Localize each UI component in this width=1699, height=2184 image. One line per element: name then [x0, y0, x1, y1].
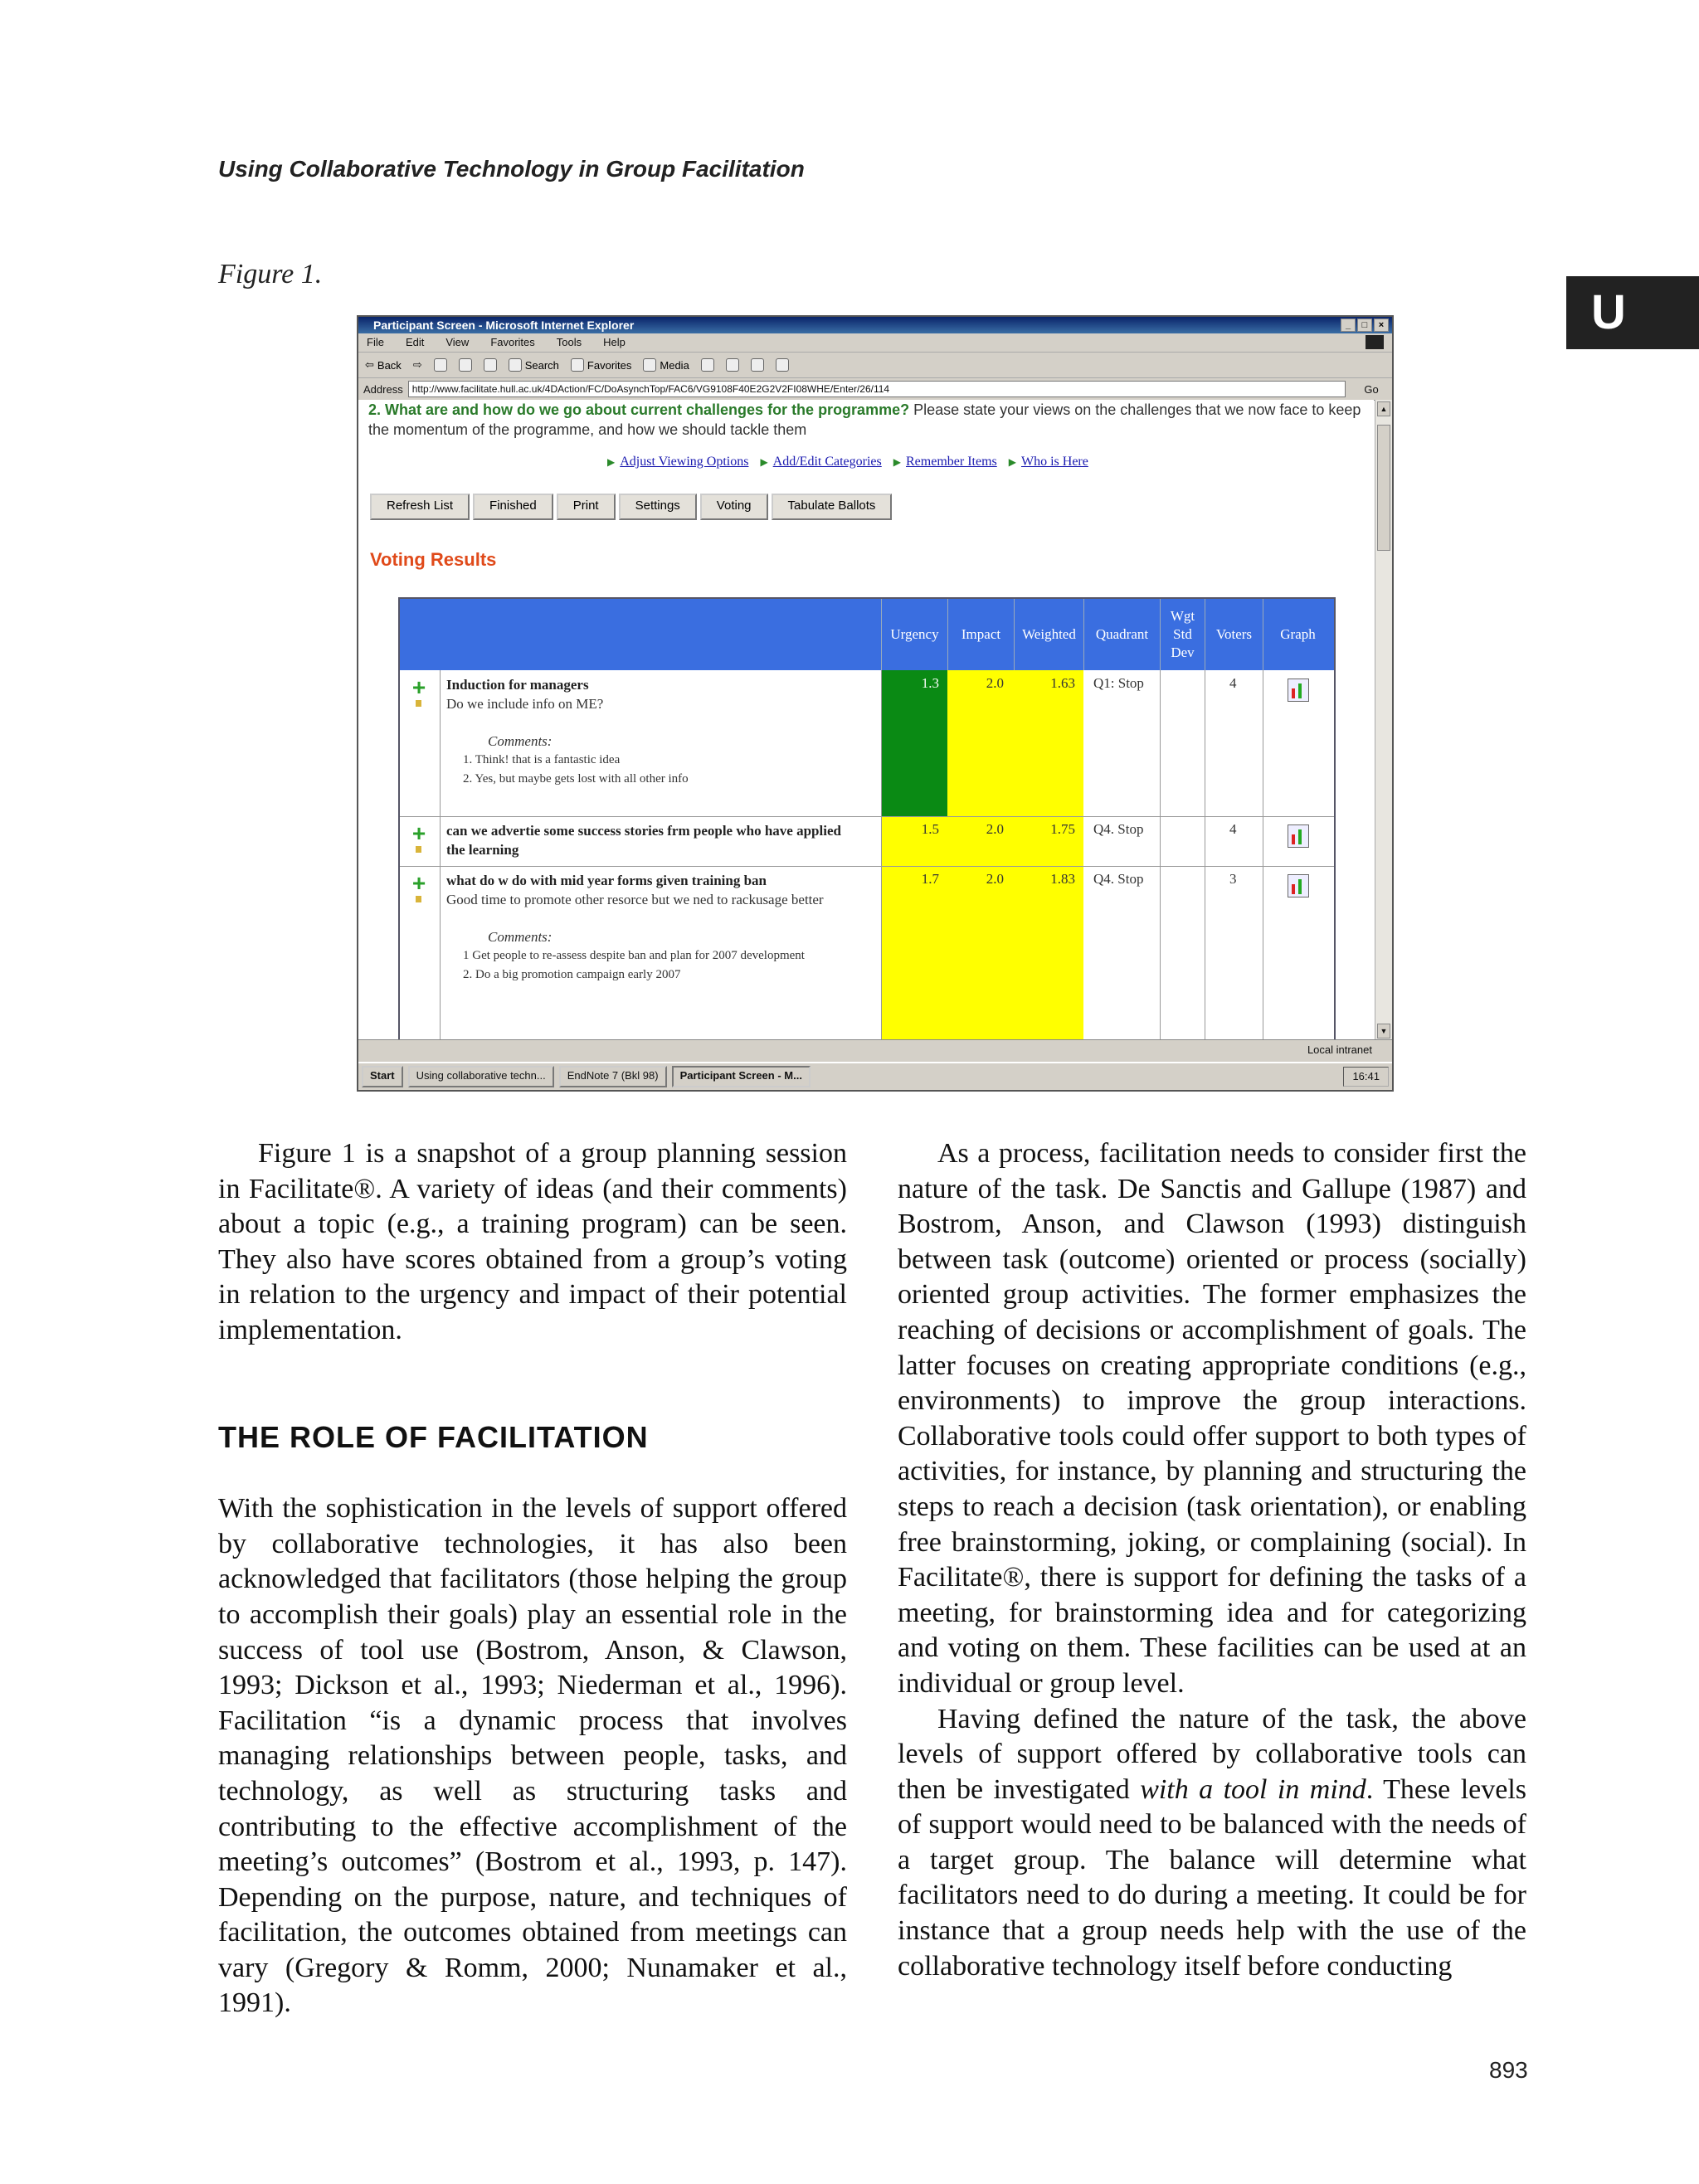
item-detail: Good time to promote other resorce but we ned to rackusage better — [446, 892, 824, 907]
urgency-cell-yellow — [881, 816, 947, 1047]
scroll-thumb[interactable] — [1377, 425, 1390, 551]
section-heading: THE ROLE OF FACILITATION — [218, 1419, 649, 1454]
search-button[interactable] — [509, 358, 559, 372]
taskbar-item[interactable]: EndNote 7 (Bkl 98) — [559, 1066, 667, 1087]
expand-item-icon[interactable]: + — [410, 679, 428, 697]
voting-results-title: Voting Results — [370, 549, 497, 570]
paragraph: Figure 1 is a snapshot of a group planning session in Facilitate®. A variety of ideas (and their comments) about a topic (e.g., a training program) can be seen. They also have scores obtained from a group’s voting in relation to the urgency and impact of their potential implementation. — [218, 1138, 847, 1345]
menu-tools[interactable]: Tools — [556, 336, 582, 348]
taskbar-item[interactable]: Using collaborative techn... — [408, 1066, 554, 1087]
urgency-value: 1.7 — [921, 871, 939, 887]
address-bar — [358, 378, 1392, 401]
voters-value: 3 — [1229, 871, 1237, 887]
impact-value: 2.0 — [986, 675, 1004, 691]
question-description: Please state your views on the challenges that we now face to keep the momentum of the programme, and how we should tackle them — [368, 401, 1361, 438]
media-button[interactable] — [643, 358, 689, 372]
right-column — [898, 1136, 1526, 1984]
comment-list — [446, 946, 878, 985]
quadrant-value: Q4. Stop — [1093, 821, 1144, 837]
question-text — [368, 400, 1364, 440]
row-divider — [400, 816, 1334, 817]
menu-view[interactable]: View — [445, 336, 470, 348]
media-label: Media — [660, 358, 689, 372]
expand-item-icon[interactable]: + — [410, 824, 428, 843]
impact-value: 2.0 — [986, 871, 1004, 887]
weighted-value: 1.63 — [1050, 675, 1075, 691]
start-button[interactable]: Start — [362, 1066, 403, 1087]
paragraph: As a process, facilitation needs to consider first the nature of the task. De Sanctis and Gallupe (1987) and Bostrom, Anson, and Clawson (1993) distinguish between task (outcome) oriented or process (socially) oriented group activities. The former emphasizes the reaching of decisions or accomplishment of goals. The latter focuses on creating appropriate conditions (e.g., environments) to improve the group interactions. Collaborative tools could offer support to both types of activities, for instance, by planning and structuring the steps to reach a decision (task orientation), or enabling free brainstorming, joking, or complaining (social). In Facilitate®, there is support for defining the tasks of a meeting, for brainstorming idea and for categorizing and voting on them. These facilities can be used at an individual or group level. — [898, 1138, 1526, 1699]
browser-toolbar — [358, 353, 1392, 378]
edit-icon[interactable] — [776, 358, 789, 372]
menu-edit[interactable]: Edit — [405, 336, 425, 348]
go-button[interactable]: Go — [1364, 382, 1379, 396]
col-divider — [1160, 670, 1161, 1047]
arrow-icon: ▶ — [760, 456, 768, 468]
taskbar-item-active[interactable]: Participant Screen - M... — [672, 1066, 811, 1087]
item-title: what do w do with mid year forms given training ban — [446, 873, 767, 888]
voting-results-table — [398, 597, 1336, 1048]
header-voters[interactable]: Voters — [1205, 599, 1263, 670]
windows-logo-icon — [1366, 335, 1384, 349]
graph-icon[interactable] — [1288, 874, 1309, 897]
adjust-viewing-link[interactable]: Adjust Viewing Options — [620, 455, 749, 469]
urgency-cell-green — [881, 670, 947, 816]
col-divider — [440, 670, 441, 1047]
comment-list — [446, 751, 878, 789]
minimize-icon[interactable]: _ — [1341, 319, 1356, 332]
refresh-list-button[interactable]: Refresh List — [370, 494, 470, 520]
comment: 2. Do a big promotion campaign early 2007 — [463, 968, 681, 981]
media-icon — [643, 358, 656, 372]
taskbar — [358, 1062, 1392, 1090]
header-quadrant[interactable]: Quadrant — [1083, 599, 1160, 670]
paragraph: With the sophistication in the levels of support offered by collaborative technologies, it has also been acknowledged that facilitators (those helping the group to accomplish their goals) play an essential role in the success of tool use (Bostrom, Anson, & Clawson, 1993; Dickson et al., 1993; Niederman et al., 1996). Facilitation “is a dynamic process that involves managing relationships between people, tasks, and technology, as well as structuring tasks and contributing to the effective accomplishment of the meeting’s outcomes” (Bostrom et al., 1993, p. 147). Depending on the purpose, nature, and techniques of facilitation, the outcomes obtained from meetings can vary (Gregory & Romm, 2000; Nunamaker et al., 1991). — [218, 1493, 847, 2019]
home-icon[interactable] — [484, 358, 497, 372]
menu-file[interactable]: File — [367, 336, 384, 348]
mail-icon[interactable] — [726, 358, 739, 372]
item-detail: Do we include info on ME? — [446, 696, 604, 712]
menu-bar — [358, 333, 1392, 353]
text-run: . These levels of support would need to be balanced with the needs of a target group. The balance will determine what facilitators need to do during a meeting. It could be for instance that a group needs help with the use of the collaborative technology itself before conducting — [898, 1773, 1526, 1982]
system-tray-clock: 16:41 — [1343, 1067, 1389, 1087]
graph-icon[interactable] — [1288, 824, 1309, 848]
address-label: Address — [363, 382, 403, 396]
option-links — [607, 455, 1088, 469]
question-title: 2. What are and how do we go about current challenges for the programme? — [368, 401, 910, 418]
col-divider — [881, 670, 882, 1047]
arrow-icon: ▶ — [607, 456, 616, 468]
voters-value: 4 — [1229, 821, 1237, 837]
add-edit-categories-link[interactable]: Add/Edit Categories — [772, 455, 882, 469]
weighted-value: 1.75 — [1050, 821, 1075, 837]
figure-label: Figure 1. — [218, 259, 323, 289]
menu-help[interactable]: Help — [603, 336, 626, 348]
search-icon — [509, 358, 522, 372]
left-column — [218, 1136, 847, 2021]
page-number: 893 — [1489, 2057, 1528, 2083]
figure-screenshot — [357, 315, 1394, 1092]
section-tab: U — [1566, 276, 1699, 349]
voters-value: 4 — [1229, 675, 1237, 691]
voting-button[interactable]: Voting — [700, 494, 768, 520]
window-title: Participant Screen - Microsoft Internet Explorer — [373, 319, 635, 332]
header-graph[interactable]: Graph — [1263, 599, 1332, 670]
stop-icon[interactable] — [434, 358, 447, 372]
favorites-icon — [571, 358, 584, 372]
paragraph — [898, 1702, 1526, 1985]
action-buttons — [370, 494, 892, 520]
status-zone: Local intranet — [1307, 1043, 1372, 1056]
graph-icon[interactable] — [1288, 679, 1309, 702]
list-item — [446, 821, 861, 859]
search-label: Search — [524, 358, 559, 372]
expand-item-icon[interactable]: + — [410, 874, 428, 893]
menu-favorites[interactable]: Favorites — [490, 336, 535, 348]
impact-column-bg — [947, 670, 1014, 1047]
weighted-column-bg — [1014, 670, 1083, 1047]
favorites-button[interactable] — [571, 358, 631, 372]
status-bar — [358, 1039, 1392, 1063]
remember-items-link[interactable]: Remember Items — [906, 455, 997, 469]
impact-value: 2.0 — [986, 821, 1004, 837]
scroll-up-icon[interactable]: ▲ — [1377, 401, 1390, 416]
row-divider — [400, 866, 1334, 867]
maximize-icon[interactable]: □ — [1357, 319, 1372, 332]
back-button[interactable] — [365, 358, 402, 372]
item-title: Induction for managers — [446, 677, 589, 693]
comment: 2. Yes, but maybe gets lost with all other info — [463, 772, 689, 786]
print-icon[interactable] — [751, 358, 764, 372]
forward-arrow-icon[interactable]: ⇨ — [412, 358, 422, 371]
favorites-label: Favorites — [587, 358, 632, 372]
list-item — [446, 675, 878, 789]
history-icon[interactable] — [701, 358, 714, 372]
close-icon[interactable]: × — [1374, 319, 1389, 332]
weighted-value: 1.83 — [1050, 871, 1075, 887]
comments-label: Comments: — [488, 733, 553, 749]
arrow-icon: ▶ — [893, 456, 901, 468]
back-label: Back — [377, 358, 402, 372]
text-run: Having defined the nature of the task, the above levels of support offered by collaborative tools can then be investigated — [898, 1703, 1526, 1805]
urgency-value: 1.3 — [921, 675, 939, 691]
arrow-icon: ▶ — [1008, 456, 1016, 468]
vertical-scrollbar[interactable] — [1375, 400, 1392, 1040]
item-title: can we advertie some success stories frm people who have applied the learning — [446, 823, 841, 858]
header-urgency[interactable]: Urgency — [881, 599, 947, 670]
window-titlebar — [358, 317, 1392, 333]
scroll-down-icon[interactable]: ▼ — [1377, 1024, 1390, 1038]
header-impact[interactable]: Impact — [947, 599, 1014, 670]
who-is-here-link[interactable]: Who is Here — [1020, 455, 1088, 469]
page-content — [358, 400, 1374, 1040]
back-arrow-icon: ⇦ — [365, 358, 374, 371]
refresh-icon[interactable] — [459, 358, 472, 372]
header-wgt-std-dev[interactable]: Wgt Std Dev — [1160, 599, 1205, 670]
italic-text: with a tool in mind — [1140, 1773, 1366, 1805]
finished-button[interactable]: Finished — [473, 494, 553, 520]
address-input[interactable]: http://www.facilitate.hull.ac.uk/4DAction/FC/DoAsynchTop/FAC6/VG9108F40E2G2V2FI08WHE/Enter/26/114 — [408, 381, 1346, 397]
running-head: Using Collaborative Technology in Group Facilitation — [218, 156, 805, 182]
settings-button[interactable]: Settings — [619, 494, 697, 520]
print-button[interactable]: Print — [557, 494, 616, 520]
header-weighted[interactable]: Weighted — [1014, 599, 1083, 670]
quadrant-value: Q4. Stop — [1093, 871, 1144, 887]
quadrant-value: Q1: Stop — [1093, 675, 1144, 691]
comment: 1 Get people to re-assess despite ban and plan for 2007 development — [463, 949, 805, 962]
comment: 1. Think! that is a fantastic idea — [463, 753, 621, 766]
list-item — [446, 871, 878, 985]
tabulate-ballots-button[interactable]: Tabulate Ballots — [772, 494, 893, 520]
comments-label: Comments: — [488, 929, 553, 945]
urgency-value: 1.5 — [921, 821, 939, 837]
